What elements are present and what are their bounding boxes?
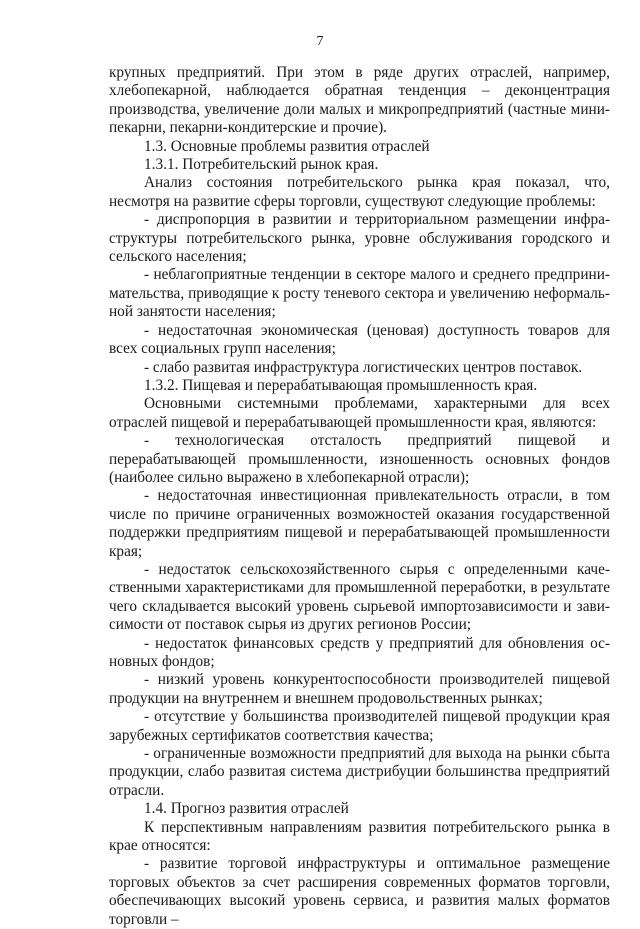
list-item: - развитие торговой инфраструктуры и оптимальное размещение торговых объектов за счет расширения современных форматов торговли, обеспечивающих высокий уровень сервиса, и развития малых форматов торговли – — [109, 855, 610, 928]
list-item: - недостаточная экономическая (ценовая) доступность товаров для всех социальных групп населения; — [109, 321, 610, 358]
paragraph: Основными системными проблемами, характерными для всех отраслей пищевой и перерабатывающей промышленности края, являются: — [109, 395, 610, 431]
subsection-heading: 1.3.2. Пищевая и перерабатывающая промышленность края. — [144, 376, 538, 394]
page-number: 7 — [316, 34, 324, 49]
list-item: - диспропорция в развитии и территориальном размещении инфраструктуры потребительского рынка, уровне обслуживания городского и сельского населения; — [109, 211, 610, 266]
list-item: - отсутствие у большинства производителей пищевой продукции края зарубежных сертификатов соответствия качества; — [109, 708, 610, 744]
document-body — [109, 64, 610, 929]
list-item: - недостаточная инвестиционная привлекательность отрасли, в том числе по причине ограниченных возможностей оказания государственной поддержки предприятиям пищевой и перерабатывающей промышленности края; — [109, 487, 610, 560]
paragraph: К перспективным направлениям развития потребительского рынка в крае относятся: — [109, 818, 610, 855]
list-item: - технологическая отсталость предприятий пищевой и перерабатывающей промышленности, изношенность основных фондов (наиболее сильно выражено в хлебопекарной отрасли); — [109, 432, 610, 486]
list-item: - низкий уровень конкурентоспособности производителей пищевой продукции на внутреннем и внешнем продовольственных рынках; — [109, 671, 610, 707]
subsection-heading: 1.3.1. Потребительский рынок края. — [144, 156, 379, 174]
paragraph: крупных предприятий. При этом в ряде других отраслей, например, хлебопекарной, наблюдается обратная тенденция – деконцентрация производства, увеличение доли малых и микропредприятий (частные мини-пекарни, пекарни-кондитерские и прочие). — [109, 64, 610, 137]
list-item: - ограниченные возможности предприятий для выхода на рынки сбыта продукции, слабо развитая система дистрибуции большинства предприятий отрасли. — [109, 745, 610, 799]
list-item: - недостаток финансовых средств у предприятий для обновления основных фондов; — [109, 634, 610, 670]
list-item: - неблагоприятные тенденции в секторе малого и среднего предпринимательства, приводящие к росту теневого сектора и увеличению неформальной занятости населения; — [109, 266, 610, 321]
list-item: - слабо развитая инфраструктура логистических центров поставок. — [144, 358, 583, 376]
section-heading: 1.3. Основные проблемы развития отраслей — [144, 137, 430, 155]
paragraph: Анализ состояния потребительского рынка края показал, что, несмотря на развитие сферы торговли, существуют следующие проблемы: — [109, 174, 610, 210]
list-item: - недостаток сельскохозяйственного сырья с определенными качественными характеристиками для промышленной переработки, в результате чего складывается высокий уровень сырьевой импортозависимости и зависимости от поставок сырья из других регионов России; — [109, 560, 610, 634]
section-heading: 1.4. Прогноз развития отраслей — [144, 800, 349, 818]
